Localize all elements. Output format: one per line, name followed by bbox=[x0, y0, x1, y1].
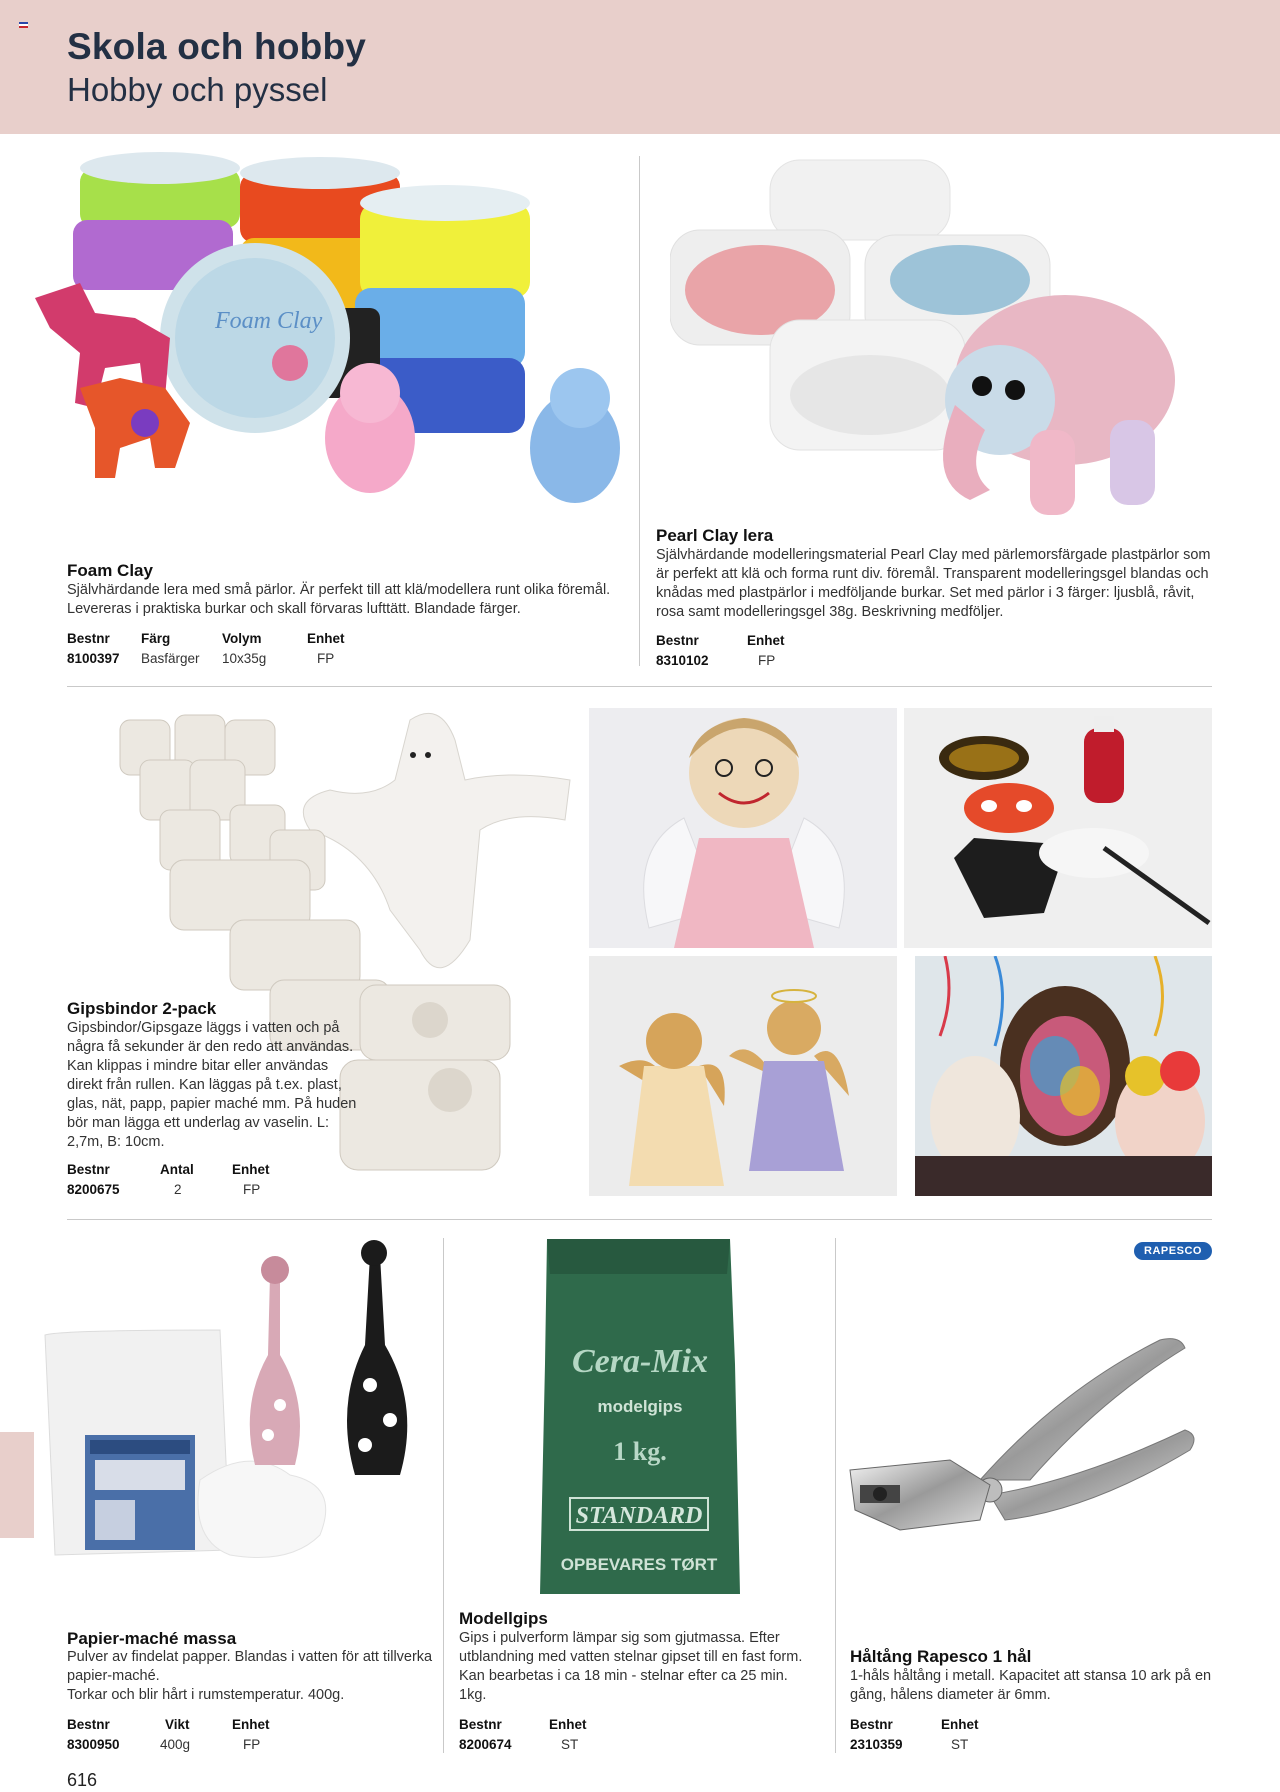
table-cell: FP bbox=[243, 1737, 261, 1752]
table-header: Bestnr bbox=[850, 1717, 893, 1732]
table-header: Enhet bbox=[232, 1162, 270, 1177]
product-title: Håltång Rapesco 1 hål bbox=[850, 1647, 1032, 1666]
modellgips-image bbox=[535, 1234, 745, 1602]
table-cell: FP bbox=[243, 1182, 261, 1197]
table-header: Bestnr bbox=[67, 1717, 110, 1732]
foam-clay-image bbox=[25, 148, 630, 573]
table-cell: ST bbox=[951, 1737, 969, 1752]
rapesco-logo: RAPESCO bbox=[1134, 1242, 1212, 1260]
photo-face-masks bbox=[915, 956, 1212, 1196]
table-header: Volym bbox=[222, 631, 262, 646]
pearl-clay-image bbox=[670, 150, 1215, 535]
table-cell: ST bbox=[561, 1737, 579, 1752]
bag-line2: 1 kg. bbox=[613, 1437, 667, 1466]
table-header: Bestnr bbox=[656, 633, 699, 648]
table-cell: 8200674 bbox=[459, 1737, 512, 1752]
table-header: Enhet bbox=[307, 631, 345, 646]
table-header: Vikt bbox=[165, 1717, 190, 1732]
foam-lid-label: Foam Clay bbox=[215, 308, 323, 334]
page-header bbox=[0, 0, 1280, 134]
product-title: Papier-maché massa bbox=[67, 1629, 237, 1648]
product-description: Gipsbindor/Gipsgaze läggs i vatten och på några få sekunder är den redo att användas. Kan klippas i mindre bitar eller användas direkt från rullen. Kan läggas på t.ex. plast, glas, nät, papp, papier maché mm. På huden bör man lägga ett underlag av vaselin. L: 2,7m, B: 10cm. bbox=[67, 1020, 357, 1150]
table-header: Bestnr bbox=[459, 1717, 502, 1732]
table-cell: 8200675 bbox=[67, 1182, 120, 1197]
product-description: Gips i pulverform lämpar sig som gjutmassa. Efter utblandning med vatten stelnar gipset till en fast form. Kan bearbetas i ca 18 min - stelnar efter ca 25 min. 1kg. bbox=[459, 1630, 803, 1703]
product-description: Självhärdande modelleringsmaterial Pearl Clay med pärlemorsfärgade plastpärlor som är perfekt att klä och forma runt div. föremål. Transparent modelleringsgel blandas och knådas med plastpärlor i medföljande burkar. Set med pärlor i 3 färger: ljusblå, råvit, rosa samt modelleringsgel 38g. Beskrivning medföljer. bbox=[656, 547, 1211, 620]
bag-brand: Cera-Mix bbox=[572, 1343, 708, 1380]
photo-angels-gold bbox=[589, 956, 897, 1196]
table-cell: Basfärger bbox=[141, 651, 200, 666]
papier-mache-image bbox=[40, 1235, 440, 1580]
table-cell: 8100397 bbox=[67, 651, 120, 666]
table-header: Enhet bbox=[941, 1717, 979, 1732]
page-subtitle: Hobby och pyssel bbox=[67, 71, 328, 108]
page-title: Skola och hobby bbox=[67, 26, 367, 67]
product-description: 1-håls håltång i metall. Kapacitet att stansa 10 ark på en gång, hålens diameter är 6mm. bbox=[850, 1668, 1212, 1703]
flag-icon bbox=[19, 22, 28, 28]
bag-footer: OPBEVARES TØRT bbox=[560, 1555, 718, 1574]
table-header: Enhet bbox=[549, 1717, 587, 1732]
side-tab bbox=[0, 1432, 34, 1538]
product-title: Gipsbindor 2-pack bbox=[67, 999, 217, 1018]
table-cell: FP bbox=[758, 653, 776, 668]
divider-vertical bbox=[835, 1238, 836, 1753]
divider-vertical bbox=[639, 156, 640, 666]
divider-horizontal bbox=[67, 686, 1212, 687]
table-cell: 400g bbox=[160, 1737, 191, 1752]
product-title: Foam Clay bbox=[67, 561, 153, 580]
divider-horizontal bbox=[67, 1219, 1212, 1220]
bag-line1: modelgips bbox=[597, 1397, 683, 1416]
table-header: Antal bbox=[160, 1162, 194, 1177]
table-header: Enhet bbox=[232, 1717, 270, 1732]
table-header: Bestnr bbox=[67, 631, 110, 646]
haltang-image bbox=[840, 1320, 1220, 1580]
product-description: Pulver av findelat papper. Blandas i vatten för att tillverka papier-maché. Torkar och blir hårt i rumstemperatur. 400g. bbox=[67, 1649, 433, 1703]
table-header: Bestnr bbox=[67, 1162, 110, 1177]
table-cell: 2 bbox=[174, 1182, 182, 1197]
product-description: Självhärdande lera med små pärlor. Är perfekt till att klä/modellera runt olika föremål. Levereras i praktiska burkar och skall förvaras lufttätt. Blandade färger. bbox=[67, 582, 611, 617]
bag-badge: STANDARD bbox=[575, 1503, 703, 1529]
photo-masks bbox=[904, 708, 1212, 948]
table-cell: 2310359 bbox=[850, 1737, 903, 1752]
table-cell: FP bbox=[317, 651, 335, 666]
photo-angel bbox=[589, 708, 897, 948]
table-cell: 8310102 bbox=[656, 653, 709, 668]
table-header: Enhet bbox=[747, 633, 785, 648]
page-number: 616 bbox=[67, 1770, 98, 1790]
product-title: Pearl Clay lera bbox=[656, 526, 774, 545]
product-title: Modellgips bbox=[459, 1609, 548, 1628]
divider-vertical bbox=[443, 1238, 444, 1753]
table-cell: 10x35g bbox=[222, 651, 267, 666]
table-cell: 8300950 bbox=[67, 1737, 120, 1752]
table-header: Färg bbox=[141, 631, 171, 646]
